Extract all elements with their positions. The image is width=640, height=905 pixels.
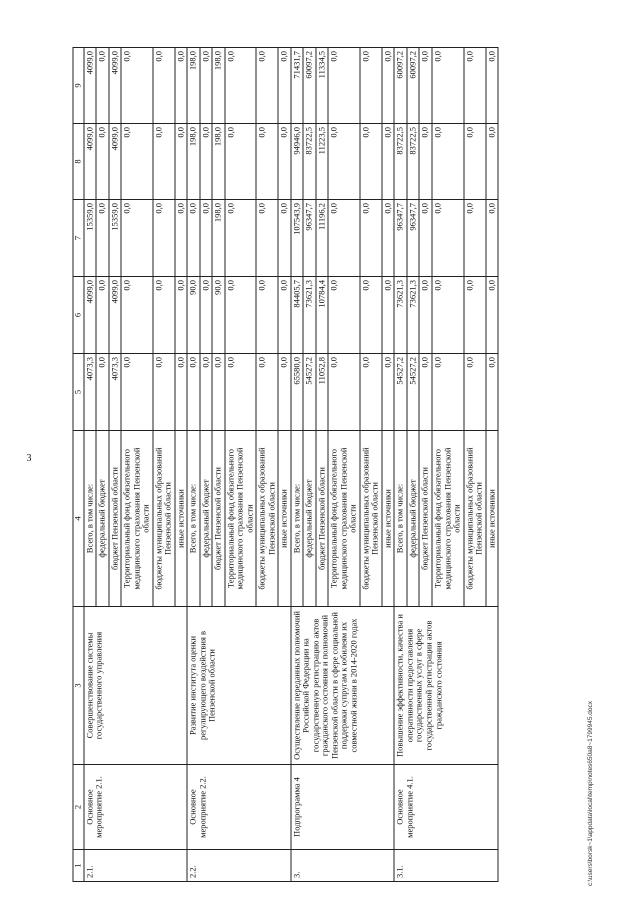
measure-type: Основное мероприятие 2.2. (187, 765, 291, 850)
funding-source: федеральный бюджет (303, 431, 316, 607)
amount-cell: 71431,7 (291, 48, 304, 124)
amount-cell: 73621,3 (407, 277, 420, 354)
funding-source: Территориальный фонд обязательного медицинского страхования Пензенской области (432, 431, 464, 607)
amount-cell: 0,0 (121, 277, 153, 354)
amount-cell: 4099,0 (84, 124, 97, 200)
measure-type: Основное мероприятие 4.1. (394, 765, 498, 850)
file-path-text: c:\users\borsk~1\appdata\local\temp\notes650a8~1799945.docx (587, 700, 594, 886)
amount-cell: 198,0 (187, 48, 200, 124)
amount-cell: 0,0 (464, 354, 486, 431)
amount-cell: 0,0 (175, 124, 188, 200)
amount-cell: 0,0 (432, 200, 464, 277)
amount-cell: 0,0 (200, 124, 213, 200)
amount-cell: 0,0 (175, 354, 188, 431)
row-number: 3.1. (394, 850, 498, 882)
amount-cell: 0,0 (225, 124, 257, 200)
amount-cell: 65580,0 (291, 354, 304, 431)
amount-cell: 0,0 (121, 48, 153, 124)
amount-cell: 83722,5 (303, 124, 316, 200)
amount-cell: 0,0 (278, 48, 291, 124)
amount-cell: 0,0 (360, 124, 382, 200)
amount-cell: 198,0 (187, 124, 200, 200)
amount-cell: 0,0 (256, 200, 278, 277)
amount-cell: 83722,5 (407, 124, 420, 200)
funding-table (73, 47, 499, 882)
amount-cell: 84405,7 (291, 277, 304, 354)
amount-cell: 0,0 (419, 200, 432, 277)
amount-cell: 0,0 (432, 124, 464, 200)
amount-cell: 60097,2 (394, 48, 407, 124)
amount-cell: 83722,5 (394, 124, 407, 200)
amount-cell: 0,0 (328, 354, 360, 431)
funding-source: бюджет Пензенской области (212, 431, 225, 607)
column-number-9: 9 (73, 48, 84, 124)
amount-cell: 0,0 (382, 200, 395, 277)
amount-cell: 73621,3 (303, 277, 316, 354)
measure-type: Основное мероприятие 2.1. (84, 765, 188, 850)
amount-cell: 0,0 (360, 277, 382, 354)
amount-cell: 0,0 (328, 277, 360, 354)
amount-cell: 0,0 (360, 48, 382, 124)
funding-source: иные источники (175, 431, 188, 607)
page-number: 3 (26, 453, 32, 464)
amount-cell: 0,0 (328, 48, 360, 124)
funding-source: Всего, в том числе: (187, 431, 200, 607)
amount-cell: 0,0 (419, 354, 432, 431)
funding-source: Территориальный фонд обязательного медицинского страхования Пензенской области (225, 431, 257, 607)
amount-cell: 198,0 (212, 48, 225, 124)
amount-cell: 0,0 (200, 200, 213, 277)
amount-cell: 15359,0 (84, 200, 97, 277)
amount-cell: 0,0 (153, 200, 175, 277)
amount-cell: 4099,0 (109, 48, 122, 124)
amount-cell: 0,0 (225, 277, 257, 354)
funding-source: бюджеты муниципальных образований Пензенской области (153, 431, 175, 607)
amount-cell: 0,0 (464, 277, 486, 354)
amount-cell: 0,0 (225, 48, 257, 124)
amount-cell: 0,0 (200, 277, 213, 354)
row-number: 2.2. (187, 850, 291, 882)
amount-cell: 0,0 (486, 354, 499, 431)
amount-cell: 4073,3 (84, 354, 97, 431)
amount-cell: 90,0 (212, 277, 225, 354)
amount-cell: 94946,0 (291, 124, 304, 200)
amount-cell: 4099,0 (84, 48, 97, 124)
amount-cell: 0,0 (225, 354, 257, 431)
amount-cell: 54527,2 (407, 354, 420, 431)
amount-cell: 0,0 (175, 48, 188, 124)
amount-cell: 0,0 (464, 48, 486, 124)
funding-source: бюджеты муниципальных образований Пензенской области (464, 431, 486, 607)
amount-cell: 11334,5 (316, 48, 329, 124)
amount-cell: 0,0 (486, 124, 499, 200)
funding-source: Территориальный фонд обязательного медицинского страхования Пензенской области (328, 431, 360, 607)
funding-source: федеральный бюджет (96, 431, 109, 607)
amount-cell: 11223,5 (316, 124, 329, 200)
column-number-1: 1 (73, 850, 84, 882)
table-row (291, 48, 304, 882)
funding-source: Всего, в том числе: (291, 431, 304, 607)
amount-cell: 0,0 (328, 200, 360, 277)
amount-cell: 0,0 (328, 124, 360, 200)
amount-cell: 54527,2 (303, 354, 316, 431)
amount-cell: 0,0 (382, 48, 395, 124)
amount-cell: 54527,2 (394, 354, 407, 431)
amount-cell: 11196,2 (316, 200, 329, 277)
row-number: 2.1. (84, 850, 188, 882)
amount-cell: 0,0 (432, 277, 464, 354)
amount-cell: 0,0 (419, 48, 432, 124)
amount-cell: 0,0 (200, 48, 213, 124)
amount-cell: 0,0 (464, 200, 486, 277)
amount-cell: 96347,7 (303, 200, 316, 277)
funding-source: федеральный бюджет (200, 431, 213, 607)
amount-cell: 73621,3 (394, 277, 407, 354)
funding-source: бюджет Пензенской области (316, 431, 329, 607)
amount-cell: 0,0 (96, 354, 109, 431)
funding-source: иные источники (278, 431, 291, 607)
amount-cell: 0,0 (464, 124, 486, 200)
amount-cell: 4099,0 (109, 124, 122, 200)
amount-cell: 11052,8 (316, 354, 329, 431)
column-number-8: 8 (73, 124, 84, 200)
amount-cell: 0,0 (225, 200, 257, 277)
amount-cell: 90,0 (187, 277, 200, 354)
amount-cell: 0,0 (360, 200, 382, 277)
amount-cell: 0,0 (360, 354, 382, 431)
amount-cell: 0,0 (153, 277, 175, 354)
table-row (394, 48, 407, 882)
amount-cell: 96347,7 (407, 200, 420, 277)
amount-cell: 0,0 (175, 277, 188, 354)
amount-cell: 198,0 (212, 124, 225, 200)
amount-cell: 15359,0 (109, 200, 122, 277)
amount-cell: 0,0 (121, 200, 153, 277)
amount-cell: 0,0 (187, 200, 200, 277)
funding-source: бюджеты муниципальных образований Пензенской области (256, 431, 278, 607)
amount-cell: 0,0 (212, 354, 225, 431)
amount-cell: 0,0 (96, 124, 109, 200)
amount-cell: 0,0 (432, 48, 464, 124)
funding-source: Всего, в том числе: (394, 431, 407, 607)
amount-cell: 0,0 (96, 277, 109, 354)
amount-cell: 0,0 (187, 354, 200, 431)
amount-cell: 4073,3 (109, 354, 122, 431)
funding-source: бюджет Пензенской области (109, 431, 122, 607)
amount-cell: 0,0 (419, 124, 432, 200)
amount-cell: 0,0 (278, 124, 291, 200)
amount-cell: 0,0 (121, 124, 153, 200)
amount-cell: 0,0 (256, 48, 278, 124)
amount-cell: 0,0 (175, 200, 188, 277)
column-number-4: 4 (73, 431, 84, 607)
measure-type: Подпрограмма 4 (291, 765, 395, 850)
amount-cell: 0,0 (278, 200, 291, 277)
amount-cell: 0,0 (419, 277, 432, 354)
funding-source: Территориальный фонд обязательного медицинского страхования Пензенской области (121, 431, 153, 607)
funding-source: бюджет Пензенской области (419, 431, 432, 607)
amount-cell: 0,0 (382, 354, 395, 431)
amount-cell: 96347,7 (394, 200, 407, 277)
table-row (84, 48, 97, 882)
amount-cell: 0,0 (153, 48, 175, 124)
column-number-2: 2 (73, 765, 84, 850)
row-number: 3. (291, 850, 395, 882)
amount-cell: 0,0 (153, 354, 175, 431)
amount-cell: 0,0 (278, 354, 291, 431)
amount-cell: 0,0 (96, 200, 109, 277)
rotated-page (73, 48, 590, 882)
amount-cell: 0,0 (486, 200, 499, 277)
amount-cell: 0,0 (153, 124, 175, 200)
funding-source: иные источники (486, 431, 499, 607)
amount-cell: 0,0 (256, 124, 278, 200)
funding-source: иные источники (382, 431, 395, 607)
amount-cell: 60097,2 (303, 48, 316, 124)
amount-cell: 4099,0 (84, 277, 97, 354)
measure-name: Повышение эффективности, качества и оперативности предоставления государственных услуг в сфере государственной регистрации актов гражданского состояния (394, 607, 498, 765)
amount-cell: 198,0 (212, 200, 225, 277)
funding-source: бюджеты муниципальных образований Пензенской области (360, 431, 382, 607)
measure-name: Развитие института оценки регулирующего воздействия в Пензенской области (187, 607, 291, 765)
column-number-3: 3 (73, 607, 84, 765)
funding-source: Всего, в том числе: (84, 431, 97, 607)
amount-cell: 60097,2 (407, 48, 420, 124)
amount-cell: 0,0 (432, 354, 464, 431)
amount-cell: 107543,9 (291, 200, 304, 277)
column-number-5: 5 (73, 354, 84, 431)
amount-cell: 0,0 (256, 354, 278, 431)
amount-cell: 0,0 (200, 354, 213, 431)
column-number-6: 6 (73, 277, 84, 354)
amount-cell: 0,0 (486, 48, 499, 124)
measure-name: Совершенствование системы государственного управления (84, 607, 188, 765)
column-number-7: 7 (73, 200, 84, 277)
table-row (187, 48, 200, 882)
amount-cell: 10784,4 (316, 277, 329, 354)
amount-cell: 0,0 (256, 277, 278, 354)
header-row (73, 48, 84, 882)
amount-cell: 4099,0 (109, 277, 122, 354)
amount-cell: 0,0 (96, 48, 109, 124)
amount-cell: 0,0 (121, 354, 153, 431)
amount-cell: 0,0 (382, 124, 395, 200)
funding-source: федеральный бюджет (407, 431, 420, 607)
amount-cell: 0,0 (278, 277, 291, 354)
measure-name: Осуществление переданных полномочий Российской Федерации на государственную регистрацию актов гражданского состояния и полномочий Пензенской области в сфере социальной поддержки супругам к юбилеям их совместной жизни в 2014-2020 годах (291, 607, 395, 765)
amount-cell: 0,0 (486, 277, 499, 354)
amount-cell: 0,0 (382, 277, 395, 354)
